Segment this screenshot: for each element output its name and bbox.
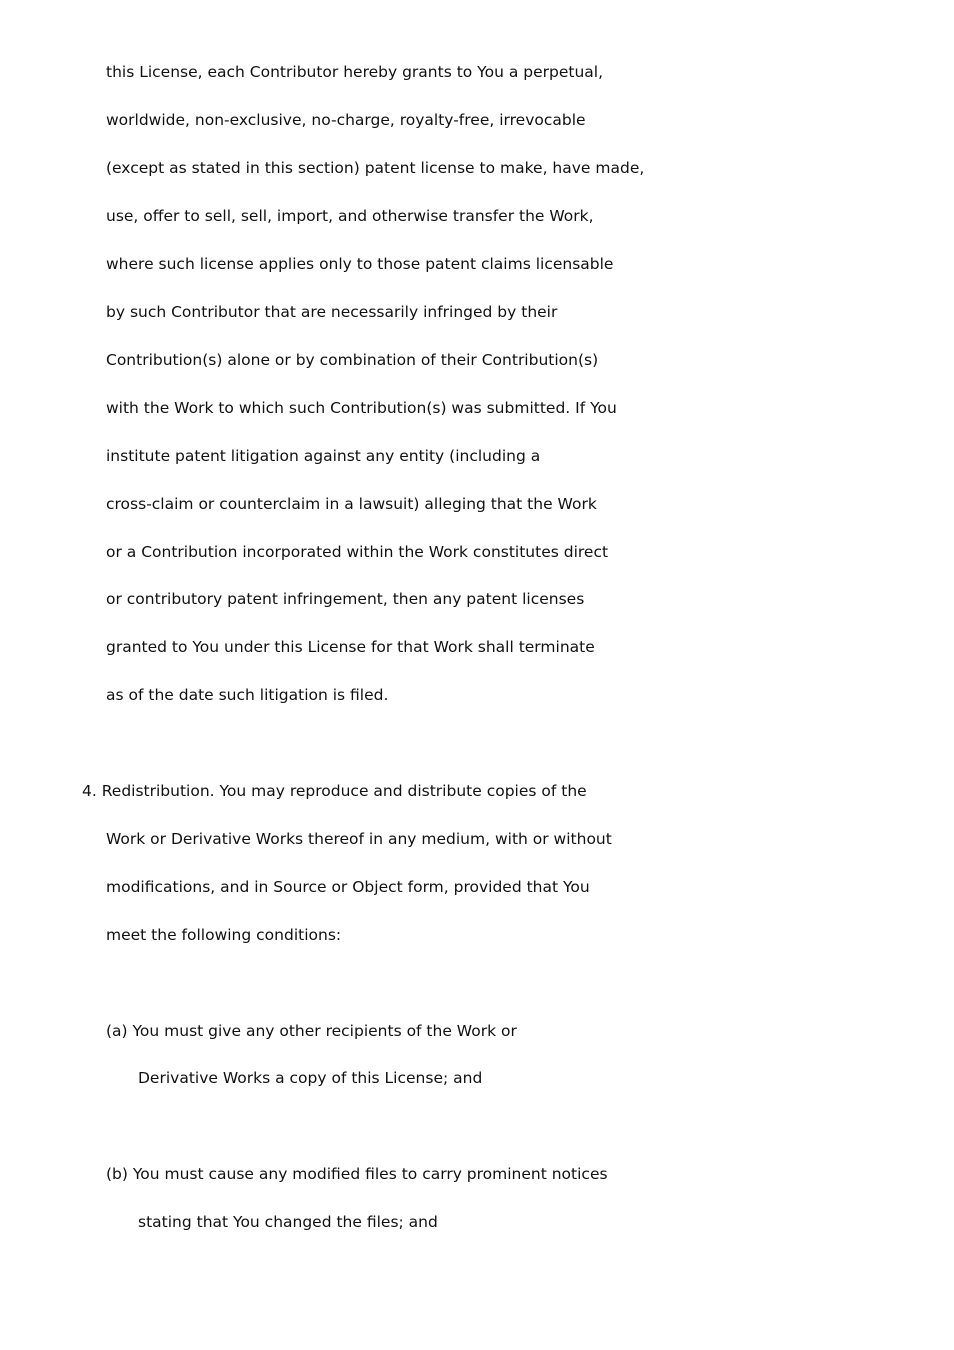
list-item-continuation: stating that You changed the files; and (138, 1213, 438, 1231)
text-line: (except as stated in this section) patent license to make, have made, (106, 159, 645, 177)
text-line: granted to You under this License for that Work shall terminate (106, 638, 595, 656)
text-line: by such Contributor that are necessarily infringed by their (106, 303, 558, 321)
list-item-first-line: (a) You must give any other recipients of the Work or (106, 1022, 517, 1040)
text-line: Work or Derivative Works thereof in any medium, with or without (106, 830, 612, 848)
text-line: where such license applies only to those patent claims licensable (106, 255, 614, 273)
text-line: Contribution(s) alone or by combination of their Contribution(s) (106, 351, 599, 369)
text-line: institute patent litigation against any entity (including a (106, 447, 541, 465)
text-line: worldwide, non-exclusive, no-charge, royalty-free, irrevocable (106, 111, 586, 129)
section-heading-line: 4. Redistribution. You may reproduce and distribute copies of the (82, 782, 587, 800)
text-line: cross-claim or counterclaim in a lawsuit) alleging that the Work (106, 495, 597, 513)
text-line: or a Contribution incorporated within the Work constitutes direct (106, 543, 609, 561)
list-item-continuation: Derivative Works a copy of this License; and (138, 1069, 483, 1087)
text-line: modifications, and in Source or Object form, provided that You (106, 878, 590, 896)
text-line: this License, each Contributor hereby grants to You a perpetual, (106, 63, 604, 81)
list-item-first-line: (b) You must cause any modified files to carry prominent notices (106, 1165, 608, 1183)
text-line: meet the following conditions: (106, 926, 342, 944)
text-line: use, offer to sell, sell, import, and otherwise transfer the Work, (106, 207, 594, 225)
text-line: or contributory patent infringement, then any patent licenses (106, 590, 585, 608)
text-line: with the Work to which such Contribution(s) was submitted. If You (106, 399, 617, 417)
text-line: as of the date such litigation is filed. (106, 686, 389, 704)
